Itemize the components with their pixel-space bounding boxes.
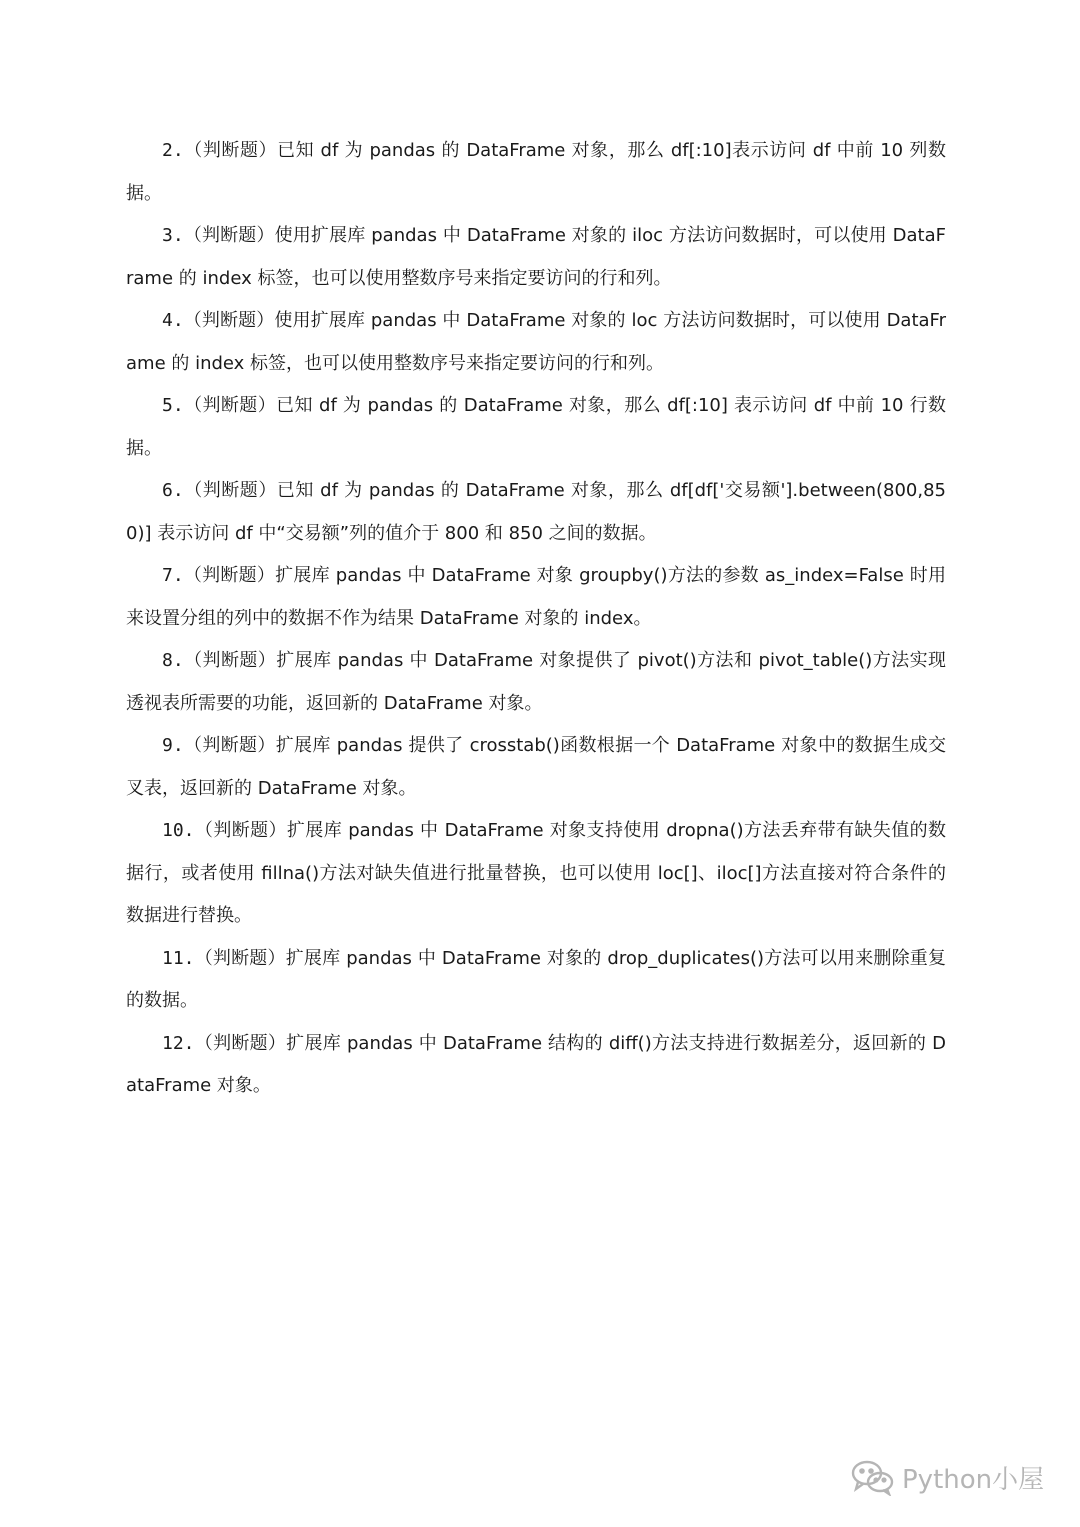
question-10 <box>126 810 946 938</box>
question-number: 7. <box>162 565 184 586</box>
question-number: 12. <box>162 1032 195 1054</box>
question-number: 9. <box>162 735 184 756</box>
question-text: （判断题）扩展库 pandas 中 DataFrame 对象 groupby()方法的参数 as_index=False 时用来设置分组的列中的数据不作为结果 DataFrame 对象的 index。 <box>126 565 946 629</box>
question-text: （判断题）使用扩展库 pandas 中 DataFrame 对象的 loc 方法访问数据时，可以使用 DataFrame 的 index 标签，也可以使用整数序号来指定要访问的行和列。 <box>126 310 946 374</box>
question-number: 2. <box>162 140 184 161</box>
question-text: （判断题）扩展库 pandas 提供了 crosstab()函数根据一个 DataFrame 对象中的数据生成交叉表，返回新的 DataFrame 对象。 <box>126 735 946 799</box>
question-8 <box>126 640 946 725</box>
question-9 <box>126 725 946 810</box>
question-text: （判断题）已知 df 为 pandas 的 DataFrame 对象，那么 df[:10]表示访问 df 中前 10 列数据。 <box>126 140 946 204</box>
question-text: （判断题）扩展库 pandas 中 DataFrame 结构的 diff()方法支持进行数据差分，返回新的 DataFrame 对象。 <box>126 1032 946 1096</box>
question-2 <box>126 130 946 215</box>
wechat-icon <box>850 1458 896 1496</box>
question-text: （判断题）已知 df 为 pandas 的 DataFrame 对象，那么 df[df['交易额'].between(800,850)] 表示访问 df 中“交易额”列的值介于 800 和 850 之间的数据。 <box>126 480 946 544</box>
question-number: 3. <box>162 225 184 246</box>
question-text: （判断题）已知 df 为 pandas 的 DataFrame 对象，那么 df[:10] 表示访问 df 中前 10 行数据。 <box>126 395 946 459</box>
watermark-text: Python小屋 <box>902 1464 1045 1495</box>
question-text: （判断题）扩展库 pandas 中 DataFrame 对象的 drop_duplicates()方法可以用来删除重复的数据。 <box>126 947 946 1011</box>
question-text: （判断题）扩展库 pandas 中 DataFrame 对象支持使用 dropna()方法丢弃带有缺失值的数据行，或者使用 fillna()方法对缺失值进行批量替换，也可以使用 loc[]、iloc[]方法直接对符合条件的数据进行替换。 <box>126 820 946 926</box>
question-number: 5. <box>162 395 184 416</box>
question-text: （判断题）使用扩展库 pandas 中 DataFrame 对象的 iloc 方法访问数据时，可以使用 DataFrame 的 index 标签，也可以使用整数序号来指定要访问的行和列。 <box>126 225 946 289</box>
question-number: 10. <box>162 820 195 841</box>
document-page <box>126 130 946 1108</box>
question-number: 8. <box>162 650 184 671</box>
question-text: （判断题）扩展库 pandas 中 DataFrame 对象提供了 pivot()方法和 pivot_table()方法实现透视表所需要的功能，返回新的 DataFrame 对象。 <box>126 650 946 714</box>
question-11 <box>126 938 946 1023</box>
question-number: 11. <box>162 947 195 969</box>
question-3 <box>126 215 946 300</box>
watermark <box>850 1455 1044 1499</box>
question-12 <box>126 1023 946 1108</box>
question-5 <box>126 385 946 470</box>
question-number: 4. <box>162 310 184 331</box>
question-7 <box>126 555 946 640</box>
question-4 <box>126 300 946 385</box>
question-6 <box>126 470 946 555</box>
question-number: 6. <box>162 480 184 501</box>
